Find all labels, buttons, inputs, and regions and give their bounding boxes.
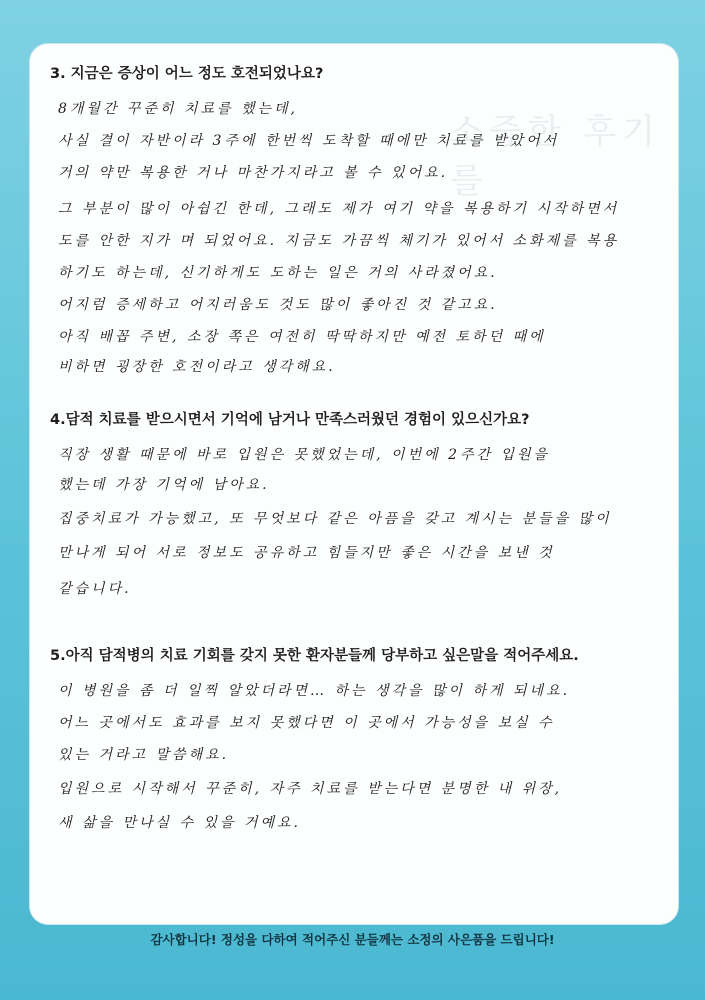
- answer-4-line-2: 했는데 가장 기억에 남아요.: [58, 477, 270, 493]
- answer-4-line-1: 직장 생활 때문에 바로 입원은 못했었는데, 이번에 2주간 입원을: [58, 447, 551, 463]
- answer-3-line-7: 어지럼 증세하고 어지러움도 것도 많이 좋아진 것 같고요.: [58, 297, 498, 313]
- faint-watermark-text: 소중한 후기를: [450, 112, 662, 201]
- question-5: 5.아직 담적병의 치료 기회를 갖지 못한 환자분들께 당부하고 싶은말을 적어주세요.: [50, 648, 579, 664]
- answer-5-line-3: 있는 거라고 말씀해요.: [58, 747, 230, 763]
- answer-3-line-4: 그 부분이 많이 아쉽긴 한데, 그래도 제가 여기 약을 복용하기 시작하면서: [58, 201, 620, 217]
- answer-4-line-5: 같습니다.: [58, 581, 132, 597]
- answer-3-line-9: 비하면 굉장한 호전이라고 생각해요.: [58, 359, 336, 375]
- question-3: 3. 지금은 증상이 어느 정도 호전되었나요?: [50, 66, 324, 82]
- question-4: 4.담적 치료를 받으시면서 기억에 남거나 만족스러웠던 경험이 있으신가요?: [50, 412, 530, 428]
- answer-5-line-4: 입원으로 시작해서 꾸준히, 자주 치료를 받는다면 분명한 내 위장,: [58, 781, 563, 797]
- answer-3-line-1: 8개월간 꾸준히 치료를 했는데,: [58, 101, 298, 117]
- answer-3-line-6: 하기도 하는데, 신기하게도 도하는 일은 거의 사라졌어요.: [58, 265, 498, 281]
- answer-4-line-4: 만나게 되어 서로 정보도 공유하고 힘들지만 좋은 시간을 보낸 것: [58, 545, 555, 561]
- answer-3-line-3: 거의 약만 복용한 거나 마찬가지라고 볼 수 있어요.: [58, 165, 449, 181]
- answer-3-line-5: 도를 안한 지가 며 되었어요. 지금도 가끔씩 체기가 있어서 소화제를 복용: [58, 233, 620, 249]
- answer-5-line-2: 어느 곳에서도 효과를 보지 못했다면 이 곳에서 가능성을 보실 수: [58, 715, 555, 731]
- answer-5-line-1: 이 병원을 좀 더 일찍 알았더라면… 하는 생각을 많이 하게 되네요.: [58, 683, 571, 699]
- answer-3-line-2: 사실 결이 자반이라 3주에 한번씩 도착할 때에만 치료를 받았어서: [58, 133, 560, 149]
- answer-3-line-8: 아직 배꼽 주변, 소장 쪽은 여전히 딱딱하지만 예전 토하던 때에: [58, 329, 546, 345]
- thank-you-footer: 감사합니다! 정성을 다하여 적어주신 분들께는 소정의 사은품을 드립니다!: [150, 932, 555, 947]
- answer-5-line-5: 새 삶을 만나실 수 있을 거예요.: [58, 815, 301, 831]
- answer-4-line-3: 집중치료가 가능했고, 또 무엇보다 같은 아픔을 갖고 계시는 분들을 많이: [58, 511, 612, 527]
